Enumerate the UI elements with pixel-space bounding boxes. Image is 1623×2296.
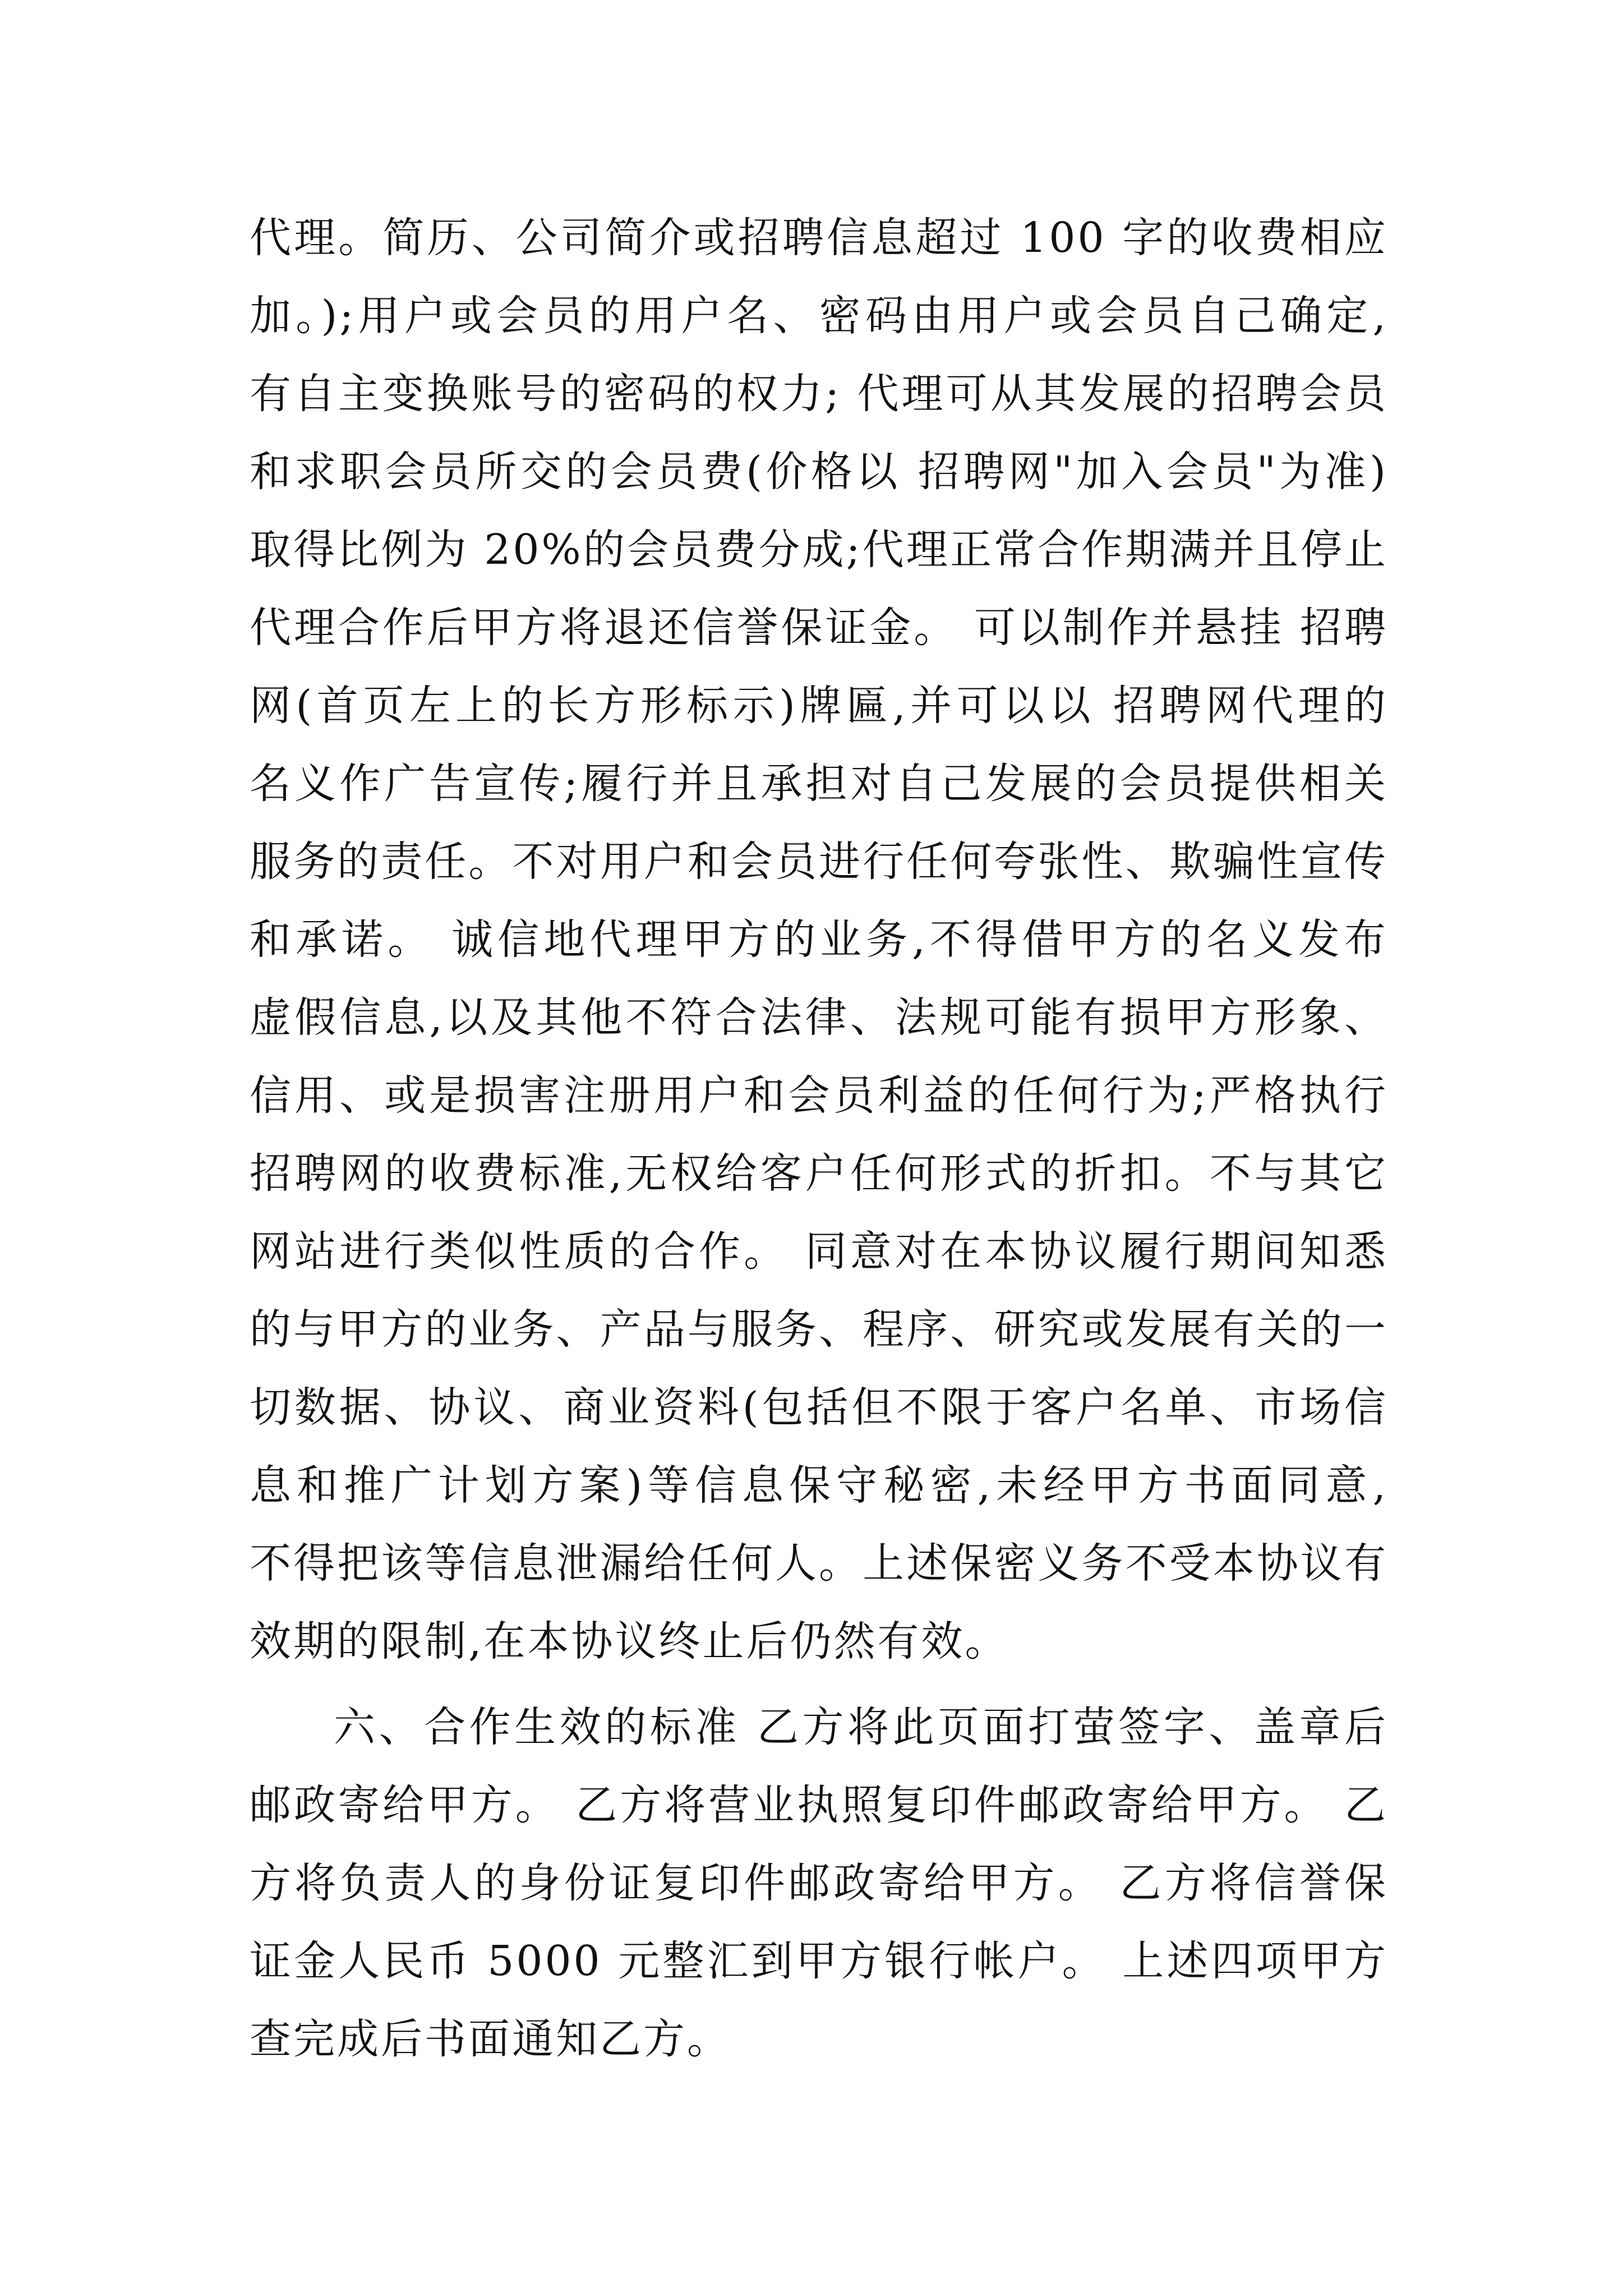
text-line: 代理合作后甲方将退还信誉保证金。 可以制作并悬挂 招聘 (250, 604, 1388, 652)
paragraph-end-line: 效期的限制,在本协议终止后仍然有效。 (250, 1617, 1009, 1665)
text-line: 网站进行类似性质的合作。 同意对在本协议履行期间知悉 (250, 1227, 1388, 1276)
text-line: 的与甲方的业务、产品与服务、程序、研究或发展有关的一 (250, 1305, 1388, 1354)
text-line: 服务的责任。不对用户和会员进行任何夸张性、欺骗性宣传 (250, 838, 1388, 886)
text-line: 息和推广计划方案)等信息保守秘密,未经甲方书面同意, (250, 1461, 1388, 1510)
text-line: 和承诺。 诚信地代理甲方的业务,不得借甲方的名义发布 (250, 915, 1388, 964)
text-line: 加。);用户或会员的用户名、密码由用户或会员自己确定, (250, 292, 1388, 340)
body-text (250, 199, 1388, 2078)
text-line: 不得把该等信息泄漏给任何人。上述保密义务不受本协议有 (250, 1539, 1388, 1588)
section-six-heading-line: 六、合作生效的标准 乙方将此页面打萤签字、盖章后 (334, 1703, 1388, 1751)
text-line: 有自主变换账号的密码的权力; 代理可从其发展的招聘会员 (250, 370, 1388, 418)
text-line: 网(首页左上的长方形标示)牌匾,并可以以 招聘网代理的 (250, 682, 1388, 730)
text-line: 招聘网的收费标准,无权给客户任何形式的折扣。不与其它 (250, 1149, 1388, 1198)
text-line: 和求职会员所交的会员费(价格以 招聘网"加入会员"为准) (250, 448, 1388, 496)
text-line: 取得比例为 20%的会员费分成;代理正常合作期满并且停止 (250, 526, 1388, 574)
text-line: 方将负责人的身份证复印件邮政寄给甲方。 乙方将信誉保 (250, 1859, 1388, 1907)
text-line: 证金人民币 5000 元整汇到甲方银行帐户。 上述四项甲方 (250, 1937, 1388, 1985)
paragraph-end-line: 查完成后书面通知乙方。 (250, 2015, 731, 2063)
text-line: 切数据、协议、商业资料(包括但不限于客户名单、市场信 (250, 1383, 1388, 1432)
text-line: 代理。简历、公司简介或招聘信息超过 100 字的收费相应 (250, 214, 1388, 262)
text-line: 名义作广告宣传;履行并且承担对自己发展的会员提供相关 (250, 760, 1388, 808)
text-line: 信用、或是损害注册用户和会员利益的任何行为;严格执行 (250, 1071, 1388, 1120)
text-line: 虚假信息,以及其他不符合法律、法规可能有损甲方形象、 (250, 993, 1388, 1042)
text-line: 邮政寄给甲方。 乙方将营业执照复印件邮政寄给甲方。 乙 (250, 1781, 1388, 1829)
